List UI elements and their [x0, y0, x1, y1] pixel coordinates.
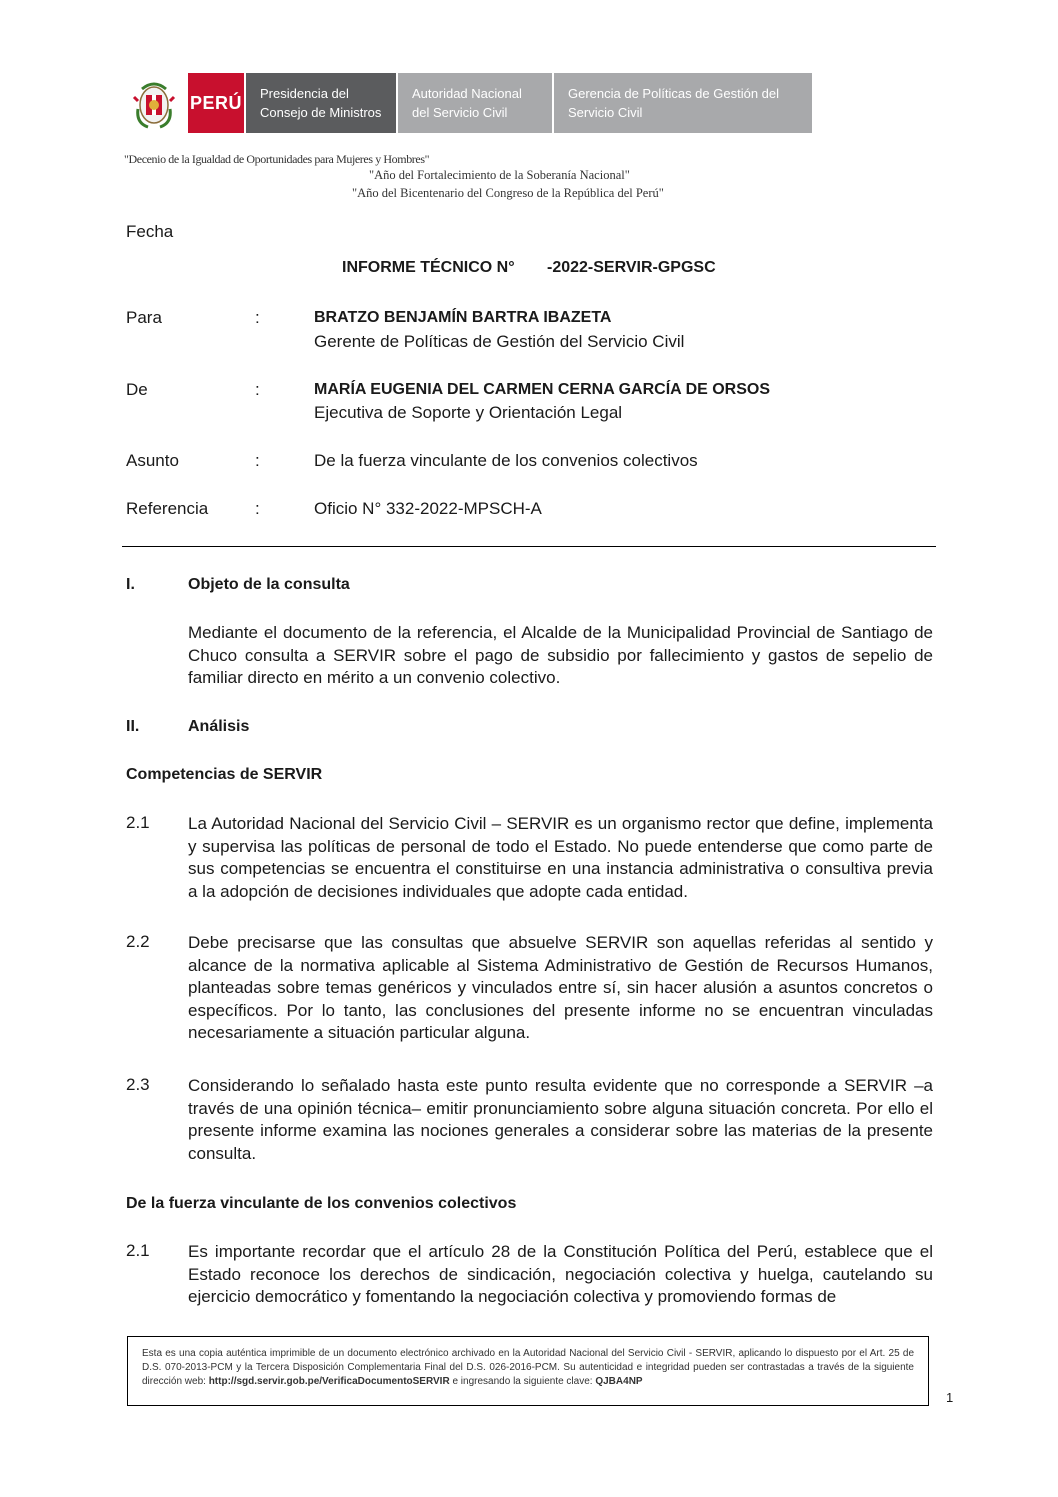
para-recipient-name: BRATZO BENJAMÍN BARTRA IBAZETA	[314, 309, 612, 326]
paragraph-2-2: Debe precisarse que las consultas que absuelve SERVIR son aquellas referidas al sentido y alcance de la normativa aplicable al Sistema Administrativo de Gestión de Recursos Humanos, planteadas sobre temas genéricos y vinculados entre sí, sin hacer alusión a asuntos concretos o específicos. Por lo tanto, las conclusiones del presente informe no se encuentran vinculadas necesariamente a situación particular alguna.	[188, 933, 933, 1042]
para-label: Para	[126, 308, 162, 327]
header-box2-line1: Autoridad Nacional	[412, 86, 522, 101]
header-box3-line2: Servicio Civil	[568, 105, 643, 120]
paragraph-number: 2.2	[126, 932, 150, 951]
referencia-value: Oficio N° 332-2022-MPSCH-A	[314, 499, 542, 518]
paragraph-number: 2.3	[126, 1075, 150, 1094]
asunto-colon: :	[255, 451, 260, 470]
referencia-label: Referencia	[126, 499, 209, 518]
header-box-gpgsc	[554, 73, 812, 133]
year-line-bicentenario: "Año del Bicentenario del Congreso de la República del Perú"	[352, 186, 664, 200]
page-number: 1	[946, 1390, 954, 1405]
de-colon: :	[255, 380, 260, 399]
section1-paragraph: Mediante el documento de la referencia, el Alcalde de la Municipalidad Provincial de Santiago de Chuco consulta a SERVIR sobre el pago de subsidio por fallecimiento y gastos de sepelio de familiar directo en mérito a un convenio colectivo.	[188, 623, 933, 687]
para-recipient-role: Gerente de Políticas de Gestión del Servicio Civil	[314, 332, 685, 351]
paragraph-number: 2.1	[126, 813, 150, 832]
referencia-colon: :	[255, 499, 260, 518]
verification-url[interactable]: http://sgd.servir.gob.pe/VerificaDocumentoSERVIR	[208, 1376, 450, 1387]
institution-header	[130, 73, 812, 133]
verification-key: QJBA4NP	[595, 1376, 643, 1387]
year-line-soberania: "Año del Fortalecimiento de la Soberanía Nacional"	[369, 168, 630, 182]
paragraph-fuerza-2-1: Es importante recordar que el artículo 28 de la Constitución Política del Perú, establece que el Estado reconoce los derechos de sindicación, negociación colectiva y huelga, cautelando su ejercicio democrático y fomentando la negociación colectiva y promoviendo formas de	[188, 1242, 933, 1306]
verification-footer	[127, 1336, 929, 1406]
header-divider	[122, 546, 936, 547]
section2-number: II.	[126, 718, 140, 735]
header-box1-line1: Presidencia del	[260, 86, 349, 101]
coat-of-arms-icon	[130, 73, 178, 133]
fecha-label: Fecha	[126, 222, 174, 241]
paragraph-number: 2.1	[126, 1241, 150, 1260]
header-box2-line2: del Servicio Civil	[412, 105, 508, 120]
section2-title: Análisis	[188, 718, 250, 735]
subheading-competencias: Competencias de SERVIR	[126, 766, 323, 783]
subheading-fuerza-vinculante: De la fuerza vinculante de los convenios colectivos	[126, 1195, 517, 1212]
asunto-value: De la fuerza vinculante de los convenios colectivos	[314, 451, 698, 470]
para-colon: :	[255, 308, 260, 327]
footer-text: Esta es una copia auténtica imprimible de un documento electrónico archivado en la Autoridad Nacional del Servicio Civil - SERVIR, aplicando lo dispuesto por el Art. 25 de D.S. 070-2013-PCM y la Tercera Disposición Complementaria Final del D.S. 026-2016-PCM. Su autenticidad e integridad pueden ser contrastadas a través de la siguiente dirección web:	[142, 1348, 914, 1387]
section1-number: I.	[126, 576, 135, 593]
peru-brand-label: PERÚ	[188, 73, 244, 133]
year-line-decenio: "Decenio de la Igualdad de Oportunidades para Mujeres y Hombres"	[124, 152, 430, 166]
header-box3-line1: Gerencia de Políticas de Gestión del	[568, 86, 780, 101]
paragraph-2-1: La Autoridad Nacional del Servicio Civil – SERVIR es un organismo rector que define, implementa y supervisa las políticas de personal de todo el Estado. No puede entenderse que como parte de sus competencias se encuentra el constituirse en una instancia administrativa o consultiva previa a la adopción de decisiones individuales que adopte cada entidad.	[188, 814, 933, 901]
paragraph-2-3: Considerando lo señalado hasta este punto resulta evidente que no corresponde a SERVIR –a través de una opinión técnica– emitir pronunciamiento sobre alguna situación concreta. Por ello el presente informe examina las nociones generales a considerar sobre las materias de la presente consulta.	[188, 1076, 933, 1163]
header-box1-line2: Consejo de Ministros	[260, 105, 382, 120]
report-title-number: INFORME TÉCNICO N°	[342, 259, 515, 276]
report-title-code: -2022-SERVIR-GPGSC	[547, 259, 716, 276]
header-box-pcm	[246, 73, 396, 133]
de-label: De	[126, 380, 148, 399]
de-sender-role: Ejecutiva de Soporte y Orientación Legal	[314, 403, 623, 422]
footer-text-mid: e ingresando la siguiente clave:	[449, 1376, 596, 1387]
section1-title: Objeto de la consulta	[188, 576, 350, 593]
de-sender-name: MARÍA EUGENIA DEL CARMEN CERNA GARCÍA DE ORSOS	[314, 381, 771, 398]
header-box-servir	[398, 73, 552, 133]
asunto-label: Asunto	[126, 451, 179, 470]
